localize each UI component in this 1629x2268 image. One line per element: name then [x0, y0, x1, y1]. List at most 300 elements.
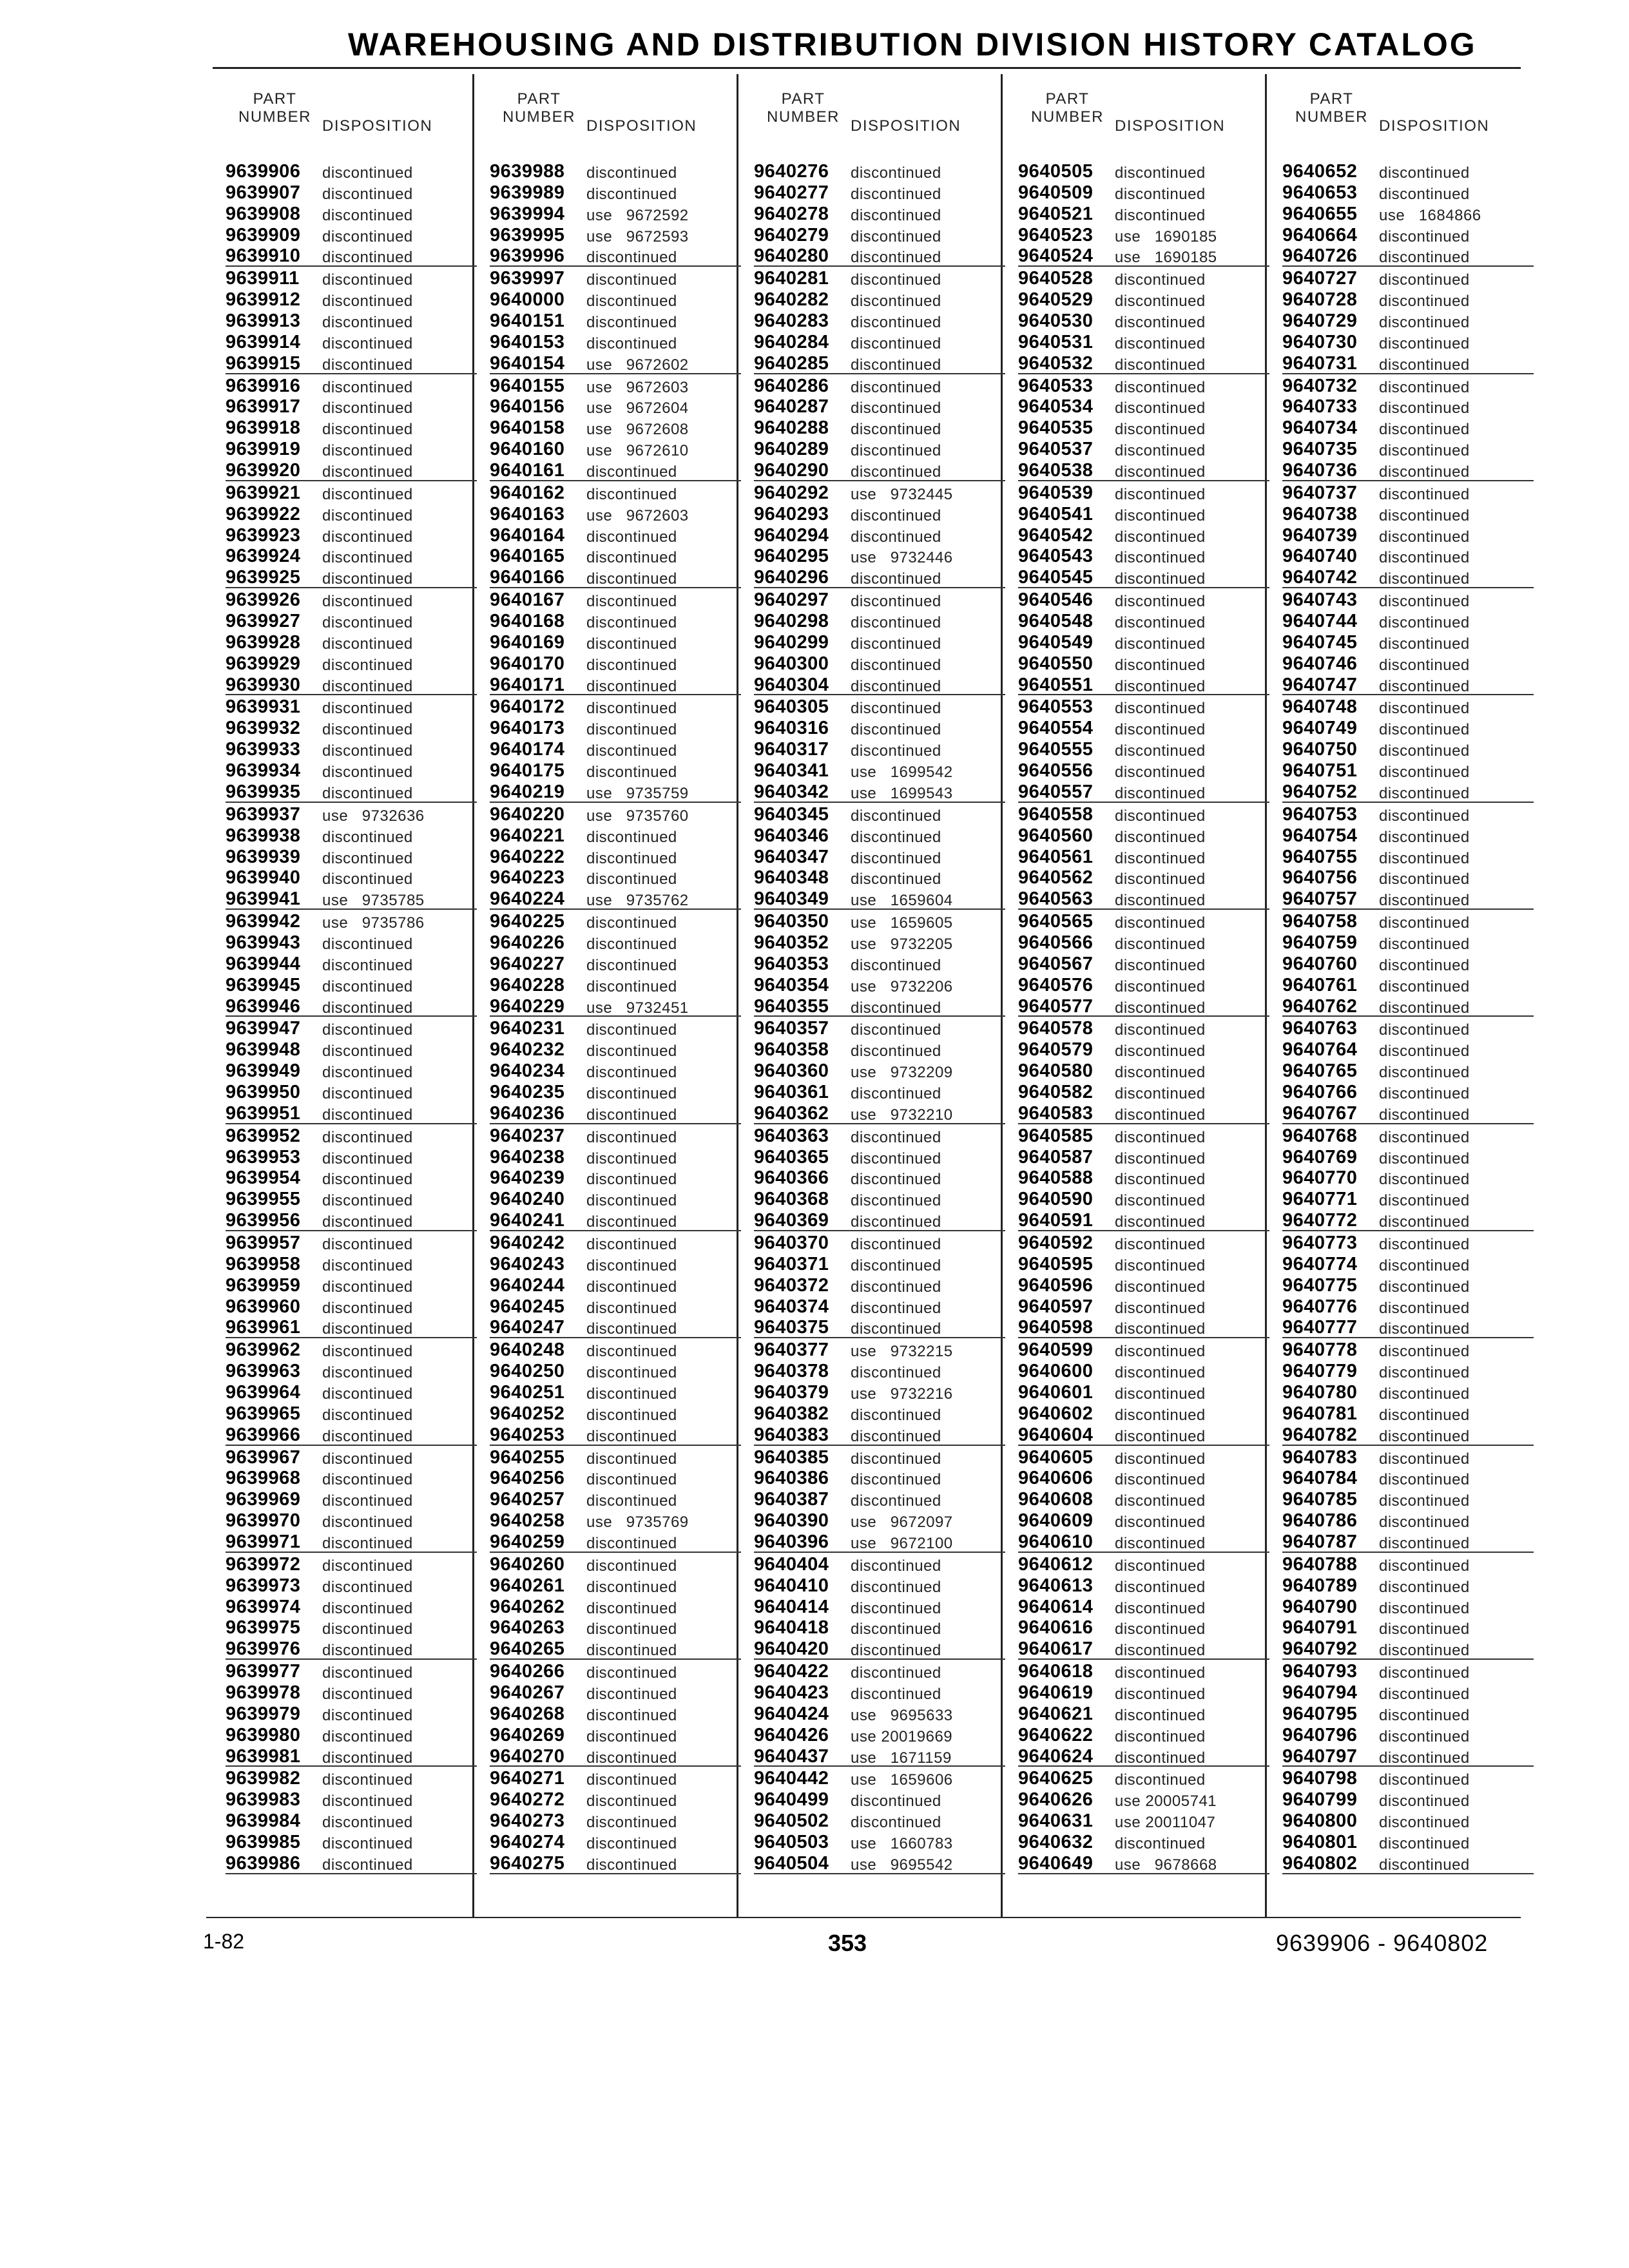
part-number: 9639966 [226, 1424, 301, 1445]
disposition: discontinued [586, 293, 677, 311]
part-number: 9640756 [1282, 867, 1358, 889]
part-number: 9640795 [1282, 1703, 1358, 1724]
part-number-header: PART NUMBER [1295, 90, 1369, 126]
catalog-row [1018, 416, 1269, 437]
catalog-row [1282, 288, 1534, 309]
catalog-row [1282, 1038, 1534, 1059]
part-number: 9640275 [490, 1852, 565, 1874]
disposition: discontinued [851, 849, 941, 867]
part-number: 9640273 [490, 1811, 565, 1832]
catalog-row [1282, 1767, 1534, 1788]
disposition: discontinued [1115, 506, 1206, 524]
catalog-row [1018, 244, 1269, 267]
catalog-row [1018, 1146, 1269, 1167]
disposition: discontinued [322, 870, 413, 889]
catalog-row [1282, 202, 1534, 224]
catalog-row [1282, 1637, 1534, 1660]
part-number: 9640548 [1018, 611, 1094, 632]
disposition: discontinued [322, 956, 413, 974]
part-number: 9640797 [1282, 1745, 1358, 1767]
catalog-row [1282, 866, 1534, 887]
disposition: discontinued [851, 356, 941, 374]
part-number: 9640266 [490, 1661, 565, 1682]
disposition: discontinued [851, 1620, 941, 1639]
disposition: discontinued [1379, 1471, 1470, 1489]
part-number: 9639935 [226, 781, 301, 802]
part-number: 9640241 [490, 1210, 565, 1231]
disposition: discontinued [1115, 656, 1206, 674]
disposition: discontinued [851, 807, 941, 825]
disposition: discontinued [1379, 1128, 1470, 1146]
part-number: 9639914 [226, 331, 301, 352]
catalog-row [226, 244, 477, 267]
part-number: 9640534 [1018, 396, 1094, 418]
part-number: 9640748 [1282, 697, 1358, 718]
catalog-row [490, 1724, 741, 1745]
catalog-row [1018, 738, 1269, 759]
disposition: discontinued [322, 1450, 413, 1468]
part-number: 9639988 [490, 161, 565, 182]
disposition: discontinued [851, 1278, 941, 1296]
catalog-row [490, 716, 741, 738]
part-number: 9640664 [1282, 224, 1358, 245]
disposition: discontinued [851, 1492, 941, 1510]
disposition: discontinued [1115, 742, 1206, 760]
catalog-row [1018, 331, 1269, 352]
disposition: discontinued [322, 314, 413, 332]
catalog-row [1282, 695, 1534, 716]
catalog-row [226, 331, 477, 352]
part-number: 9640268 [490, 1703, 565, 1724]
catalog-row [490, 1253, 741, 1274]
disposition: discontinued [586, 1749, 677, 1767]
disposition: discontinued [586, 677, 677, 695]
disposition: discontinued [322, 1535, 413, 1552]
catalog-row [1018, 759, 1269, 780]
disposition: discontinued [1379, 271, 1470, 289]
disposition: discontinued [1115, 1686, 1206, 1704]
part-number: 9640243 [490, 1253, 565, 1274]
disposition: discontinued [1379, 1856, 1470, 1874]
disposition-header: DISPOSITION [586, 117, 697, 135]
catalog-row [754, 224, 1005, 245]
part-number: 9640346 [754, 825, 829, 846]
disposition: discontinued [1379, 1064, 1470, 1082]
disposition: discontinued [586, 870, 677, 889]
disposition: discontinued [586, 1856, 677, 1874]
catalog-row [1282, 352, 1534, 374]
part-number: 9639956 [226, 1210, 301, 1231]
disposition: discontinued [586, 1320, 677, 1338]
part-number: 9640610 [1018, 1532, 1094, 1552]
part-number: 9640625 [1018, 1768, 1094, 1789]
part-number: 9640747 [1282, 674, 1358, 695]
part-number: 9640602 [1018, 1403, 1094, 1424]
catalog-row [754, 331, 1005, 352]
part-number: 9639958 [226, 1253, 301, 1274]
part-number: 9639954 [226, 1168, 301, 1189]
catalog-row [1018, 1488, 1269, 1509]
part-number: 9639968 [226, 1468, 301, 1489]
catalog-row [1018, 1595, 1269, 1617]
disposition: discontinued [851, 614, 941, 632]
disposition: use 20019669 [851, 1727, 953, 1745]
catalog-row [490, 416, 741, 437]
disposition: discontinued [1115, 271, 1206, 289]
disposition: discontinued [322, 164, 413, 182]
part-number: 9640784 [1282, 1468, 1358, 1489]
part-number: 9639924 [226, 546, 301, 567]
disposition: discontinued [586, 1814, 677, 1832]
disposition: discontinued [851, 570, 941, 588]
part-number: 9640220 [490, 803, 565, 825]
part-number: 9640259 [490, 1532, 565, 1552]
disposition: use 9672593 [586, 227, 689, 245]
catalog-row [754, 780, 1005, 803]
catalog-row [1282, 160, 1534, 181]
part-number: 9640591 [1018, 1210, 1094, 1231]
part-number: 9640601 [1018, 1381, 1094, 1403]
part-number: 9640597 [1018, 1296, 1094, 1317]
part-number: 9640235 [490, 1081, 565, 1102]
disposition: discontinued [1115, 764, 1206, 782]
disposition: use 1699543 [851, 784, 953, 802]
part-number: 9640612 [1018, 1553, 1094, 1575]
disposition: discontinued [586, 1557, 677, 1575]
catalog-row [490, 1788, 741, 1809]
catalog-row [490, 974, 741, 995]
disposition: discontinued [1379, 1578, 1470, 1596]
disposition: discontinued [851, 1406, 941, 1424]
part-number: 9639934 [226, 760, 301, 782]
part-number: 9640549 [1018, 631, 1094, 653]
part-number: 9639921 [226, 482, 301, 503]
catalog-row [490, 309, 741, 331]
part-number: 9640617 [1018, 1639, 1094, 1660]
catalog-row [1018, 1423, 1269, 1446]
disposition: discontinued [322, 1642, 413, 1660]
part-number: 9640224 [490, 889, 565, 910]
part-number: 9640595 [1018, 1253, 1094, 1274]
disposition: discontinued [851, 185, 941, 203]
catalog-row [754, 738, 1005, 759]
catalog-row [1018, 1402, 1269, 1423]
disposition: discontinued [322, 1492, 413, 1510]
part-number: 9640580 [1018, 1061, 1094, 1082]
catalog-row [754, 1509, 1005, 1530]
catalog-row [490, 331, 741, 352]
part-number: 9640173 [490, 718, 565, 739]
part-number: 9640366 [754, 1168, 829, 1189]
disposition: discontinued [1379, 870, 1470, 889]
catalog-row [226, 759, 477, 780]
disposition: discontinued [1379, 1364, 1470, 1382]
part-number: 9640754 [1282, 825, 1358, 846]
disposition: discontinued [1115, 1084, 1206, 1102]
disposition: discontinued [851, 506, 941, 524]
disposition: use 9678668 [1115, 1856, 1217, 1874]
catalog-row [754, 1059, 1005, 1081]
part-number: 9639982 [226, 1768, 301, 1789]
part-number: 9640561 [1018, 846, 1094, 867]
part-number: 9640606 [1018, 1468, 1094, 1489]
catalog-row [226, 1102, 477, 1124]
catalog-row [1018, 1209, 1269, 1231]
part-number: 9639918 [226, 418, 301, 439]
disposition: discontinued [1115, 849, 1206, 867]
part-number: 9640555 [1018, 739, 1094, 760]
catalog-row [1282, 1381, 1534, 1402]
part-number: 9640379 [754, 1381, 829, 1403]
part-number: 9639962 [226, 1340, 301, 1361]
disposition: discontinued [1115, 1664, 1206, 1682]
disposition: discontinued [1379, 1213, 1470, 1231]
catalog-row [226, 910, 477, 931]
disposition: discontinued [322, 1171, 413, 1189]
disposition: discontinued [586, 656, 677, 674]
disposition: use 1659605 [851, 914, 953, 932]
part-number: 9639933 [226, 739, 301, 760]
part-number: 9640295 [754, 546, 829, 567]
disposition: use 9672603 [586, 378, 689, 396]
disposition: discontinued [586, 956, 677, 974]
catalog-row [754, 1253, 1005, 1274]
part-number: 9640503 [754, 1832, 829, 1853]
disposition: discontinued [322, 1343, 413, 1361]
catalog-row [1018, 780, 1269, 803]
part-number: 9640175 [490, 760, 565, 782]
disposition: discontinued [1115, 1235, 1206, 1253]
catalog-row [1282, 1660, 1534, 1681]
disposition: discontinued [322, 1385, 413, 1403]
disposition: discontinued [322, 1578, 413, 1596]
part-number: 9639976 [226, 1639, 301, 1660]
part-number: 9640289 [754, 439, 829, 460]
catalog-row [490, 1209, 741, 1231]
disposition: discontinued [851, 1021, 941, 1039]
part-number: 9640614 [1018, 1596, 1094, 1617]
part-number: 9639950 [226, 1081, 301, 1102]
disposition: discontinued [586, 463, 677, 481]
disposition: discontinued [322, 1771, 413, 1789]
catalog-row [490, 1146, 741, 1167]
disposition: discontinued [1115, 721, 1206, 739]
disposition: discontinued [851, 1320, 941, 1338]
part-number-header: PART NUMBER [238, 90, 312, 126]
disposition: discontinued [1115, 1171, 1206, 1189]
catalog-row [754, 459, 1005, 481]
disposition: discontinued [1379, 1084, 1470, 1102]
disposition: discontinued [1379, 1557, 1470, 1575]
catalog-row [1282, 1360, 1534, 1381]
catalog-row [490, 652, 741, 673]
disposition: discontinued [322, 1299, 413, 1317]
catalog-row [490, 1574, 741, 1595]
part-number: 9639907 [226, 182, 301, 203]
disposition: discontinued [322, 1620, 413, 1639]
catalog-row [490, 673, 741, 696]
catalog-row [1282, 1809, 1534, 1831]
disposition: use 9695633 [851, 1706, 953, 1724]
disposition: use 9735762 [586, 892, 689, 910]
disposition: discontinued [322, 1856, 413, 1874]
disposition: discontinued [322, 421, 413, 439]
catalog-row [1282, 1081, 1534, 1102]
disposition: discontinued [1115, 1557, 1206, 1575]
part-number: 9639911 [226, 268, 300, 289]
catalog-row [754, 1637, 1005, 1660]
disposition: discontinued [322, 828, 413, 846]
disposition: discontinued [851, 1578, 941, 1596]
catalog-row [754, 866, 1005, 887]
part-number: 9639940 [226, 867, 301, 889]
disposition: discontinued [1115, 528, 1206, 546]
catalog-row [490, 267, 741, 288]
catalog-row [490, 910, 741, 931]
catalog-row [490, 1381, 741, 1402]
part-number: 9640257 [490, 1489, 565, 1510]
disposition: discontinued [322, 1427, 413, 1445]
catalog-row [490, 1187, 741, 1209]
part-number: 9640753 [1282, 803, 1358, 825]
part-number: 9640577 [1018, 995, 1094, 1017]
catalog-row [1018, 1446, 1269, 1467]
catalog-row [754, 481, 1005, 503]
disposition: discontinued [851, 1213, 941, 1231]
disposition: discontinued [322, 1149, 413, 1168]
disposition: discontinued [851, 1642, 941, 1660]
disposition: discontinued [1115, 1427, 1206, 1445]
part-number: 9640539 [1018, 482, 1094, 503]
catalog-row [490, 395, 741, 416]
disposition: discontinued [1115, 1064, 1206, 1082]
disposition: discontinued [1115, 293, 1206, 311]
part-number: 9640738 [1282, 503, 1358, 524]
disposition: discontinued [322, 293, 413, 311]
disposition: discontinued [1379, 1149, 1470, 1168]
catalog-row [754, 759, 1005, 780]
disposition: discontinued [1379, 935, 1470, 953]
catalog-row [1018, 1724, 1269, 1745]
catalog-row [490, 1702, 741, 1724]
disposition: use 20005741 [1115, 1792, 1217, 1811]
part-number: 9640543 [1018, 546, 1094, 567]
disposition: discontinued [322, 1128, 413, 1146]
part-number: 9640765 [1282, 1061, 1358, 1082]
part-number: 9640509 [1018, 182, 1094, 203]
catalog-row [226, 695, 477, 716]
part-number: 9640285 [754, 352, 829, 374]
disposition: discontinued [1379, 1021, 1470, 1039]
part-number: 9640763 [1282, 1018, 1358, 1039]
disposition: discontinued [586, 528, 677, 546]
disposition: discontinued [322, 185, 413, 203]
catalog-row [754, 1295, 1005, 1316]
catalog-row [226, 631, 477, 652]
catalog-row [490, 780, 741, 803]
catalog-row [1282, 759, 1534, 780]
catalog-row [490, 803, 741, 824]
catalog-row [1018, 845, 1269, 867]
catalog-row [754, 1423, 1005, 1446]
disposition: discontinued [586, 570, 677, 588]
disposition: discontinued [1379, 807, 1470, 825]
part-number: 9639965 [226, 1403, 301, 1424]
part-number: 9640252 [490, 1403, 565, 1424]
disposition: discontinued [1379, 164, 1470, 182]
disposition: discontinued [1115, 421, 1206, 439]
catalog-row [226, 780, 477, 803]
part-number: 9640538 [1018, 460, 1094, 481]
part-number: 9640283 [754, 311, 829, 332]
catalog-row [490, 352, 741, 374]
catalog-row [1018, 1017, 1269, 1038]
part-number: 9640371 [754, 1253, 829, 1274]
catalog-row [226, 481, 477, 503]
catalog-row [1018, 566, 1269, 588]
part-number: 9639996 [490, 245, 565, 267]
part-number: 9640743 [1282, 590, 1358, 611]
disposition: discontinued [322, 1514, 413, 1532]
part-number: 9640245 [490, 1296, 565, 1317]
part-number: 9639946 [226, 995, 301, 1017]
disposition: discontinued [1115, 164, 1206, 182]
catalog-row [490, 1660, 741, 1681]
catalog-row [490, 224, 741, 245]
catalog-row [226, 395, 477, 416]
part-number: 9640528 [1018, 268, 1094, 289]
catalog-row [490, 1295, 741, 1316]
part-number: 9640293 [754, 503, 829, 524]
catalog-row [226, 1402, 477, 1423]
disposition: discontinued [586, 1084, 677, 1102]
catalog-row [226, 1509, 477, 1530]
catalog-row [754, 845, 1005, 867]
disposition: discontinued [322, 1235, 413, 1253]
catalog-row [754, 1831, 1005, 1852]
catalog-row [226, 588, 477, 610]
catalog-row [490, 160, 741, 181]
catalog-row [1018, 1809, 1269, 1831]
disposition: discontinued [586, 935, 677, 953]
disposition: discontinued [1379, 1492, 1470, 1510]
catalog-row [226, 1360, 477, 1381]
part-number: 9640599 [1018, 1340, 1094, 1361]
part-number: 9640383 [754, 1424, 829, 1445]
catalog-row [754, 1446, 1005, 1467]
disposition: discontinued [1379, 1749, 1470, 1767]
disposition: discontinued [1379, 1450, 1470, 1468]
catalog-row [226, 1616, 477, 1637]
part-number: 9640292 [754, 482, 829, 503]
catalog-row [490, 1166, 741, 1187]
catalog-row [490, 1831, 741, 1852]
catalog-row [490, 1745, 741, 1767]
disposition: discontinued [851, 999, 941, 1017]
catalog-row [1282, 952, 1534, 974]
disposition: discontinued [1115, 1043, 1206, 1061]
catalog-row [1282, 652, 1534, 673]
catalog-row [490, 1059, 741, 1081]
part-number: 9640750 [1282, 739, 1358, 760]
disposition: discontinued [1379, 1642, 1470, 1660]
catalog-row [1018, 1466, 1269, 1488]
disposition: use 1660783 [851, 1835, 953, 1853]
part-number: 9640424 [754, 1703, 829, 1724]
part-number: 9639929 [226, 653, 301, 674]
part-number: 9639974 [226, 1596, 301, 1617]
catalog-row [1282, 395, 1534, 416]
